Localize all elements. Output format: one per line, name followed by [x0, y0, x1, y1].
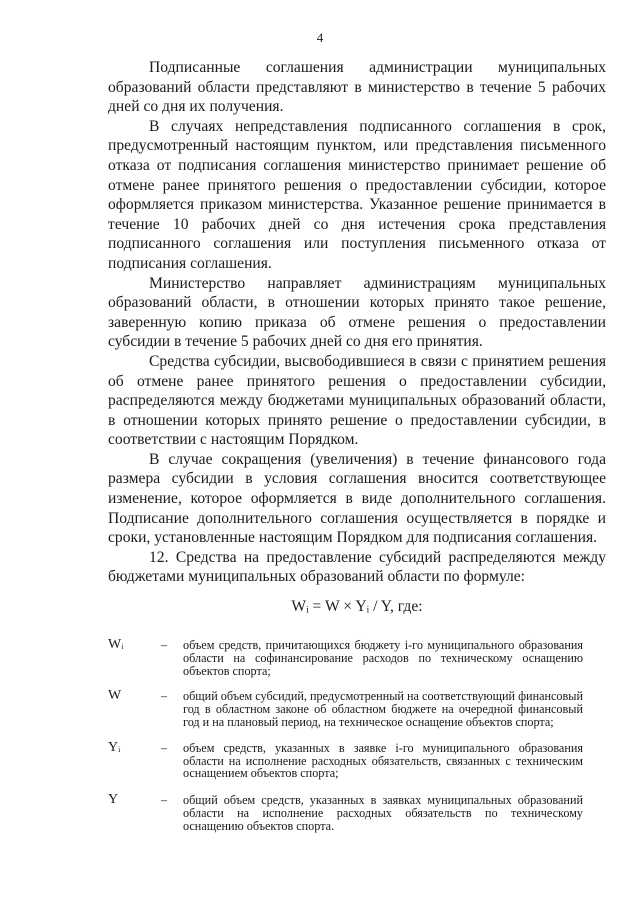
- formula-definitions: [108, 635, 606, 833]
- definition-row: [108, 690, 606, 728]
- paragraph-signed-agreements: Подписанные соглашения администрации муниципальных образований области представляют в министерство в течение 5 рабочих дней со дня их получения.: [108, 59, 606, 116]
- definition-dash: –: [161, 638, 168, 652]
- distribution-formula: Wᵢ = W × Yᵢ / Y, где:: [291, 598, 423, 616]
- definition-text: общий объем субсидий, предусмотренный на соответствующий финансовый год в областном законе об областном бюджете на очередной финансовый год и на плановый период, на техническое оснащение объектов спорта;: [183, 689, 583, 729]
- definition-row: [108, 639, 606, 677]
- definition-term: Y: [108, 792, 119, 808]
- page-number: 4: [316, 30, 324, 45]
- paragraph-ministry-notice: Министерство направляет администрациям муниципальных образований области, в отношении которых принято такое решение, заверенную копию приказа об отмене решения о предоставлении субсидии в течение 5 рабочих дней со дня его принятия.: [108, 274, 606, 351]
- definition-term: Wᵢ: [108, 637, 124, 652]
- definition-dash: –: [161, 740, 168, 755]
- definition-dash: –: [161, 689, 168, 704]
- definition-term: Yᵢ: [108, 739, 121, 755]
- paragraph-non-submission: В случаях непредставления подписанного соглашения в срок, предусмотренный настоящим пунктом, или представления письменного отказа от подписания соглашения министерство принимает решение об отмене ранее принятого решения о предоставлении субсидии, которое оформляется приказом министерства. Указанное решение принимается в течение 10 рабочих дней со дня истечения срока представления подписанного соглашения или поступления письменного отказа от подписания соглашения.: [108, 117, 606, 272]
- document-body: [108, 58, 606, 617]
- definition-text: объем средств, причитающихся бюджету i-го муниципального образования области на софинансирование расходов по техническому оснащению объектов спорта;: [183, 638, 583, 678]
- definition-row: [108, 794, 606, 832]
- paragraph-subsidy-change: В случае сокращения (увеличения) в течение финансового года размера субсидии в условия соглашения вносится соответствующее изменение, которое оформляется в виде дополнительного соглашения. Подписание дополнительного соглашения осуществляется в порядке и сроки, установленные настоящим Порядком для подписания соглашения.: [108, 450, 606, 547]
- definition-term: W: [108, 688, 122, 704]
- definition-text: объем средств, указанных в заявке i-го муниципального образования области на исполнение расходных обязательств, связанных с техническим оснащением объектов спорта;: [183, 740, 583, 781]
- paragraph-item-12: 12. Средства на предоставление субсидий распределяются между бюджетами муниципальных образований области по формуле:: [108, 548, 606, 586]
- definition-text: общий объем средств, указанных в заявках муниципальных образований области на исполнение расходных обязательств по техническому оснащению объектов спорта.: [183, 793, 583, 833]
- definition-row: [108, 739, 606, 781]
- paragraph-released-funds: Средства субсидии, высвободившиеся в связи с принятием решения об отмене ранее принятого решения о предоставлении субсидии, распределяются между бюджетами муниципальных образований области, в отношении которых принято решение о предоставлении субсидии, в соответствии с настоящим Порядком.: [108, 352, 606, 449]
- definition-dash: –: [161, 793, 168, 808]
